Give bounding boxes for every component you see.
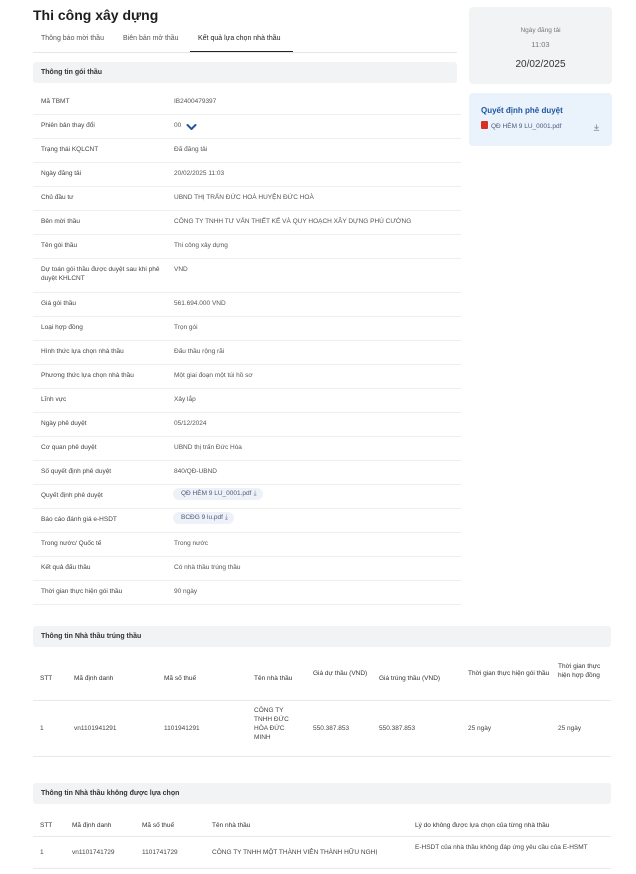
info-value: Thi công xây dựng: [174, 242, 228, 249]
losers-cell: vn1101741729: [72, 849, 115, 856]
file-name: BCĐG 9 lu.pdf: [181, 514, 223, 521]
winners-cell: 550.387.853: [313, 725, 350, 732]
winners-cell: 1: [40, 725, 44, 732]
losers-heading: Thông tin Nhà thầu không được lựa chọn: [33, 783, 611, 804]
info-row-contract-type: [33, 317, 461, 341]
tab-selection-result[interactable]: Kết quả lựa chọn nhà thầu: [198, 35, 281, 42]
winners-col-header: Giá trúng thầu (VND): [379, 675, 441, 682]
info-value: 561.694.000 VND: [174, 300, 226, 307]
pdf-icon: [481, 121, 488, 129]
decision-file-chip[interactable]: [173, 488, 263, 500]
info-value: Trọn gói: [174, 324, 198, 331]
info-value: VND: [174, 266, 188, 273]
info-value: IB2400479397: [174, 98, 217, 105]
losers-col-header: Tên nhà thầu: [212, 822, 251, 829]
info-value: UBND THỊ TRẤN ĐỨC HOÀ HUYỆN ĐỨC HOÀ: [174, 194, 314, 201]
info-row-approval-date: [33, 413, 461, 437]
posted-label: Ngày đăng tải: [520, 27, 561, 34]
info-label: Quyết định phê duyệt: [41, 492, 103, 499]
info-value: 840/QĐ-UBND: [174, 468, 217, 475]
info-row-field: [33, 389, 461, 413]
losers-col-header: STT: [40, 822, 53, 829]
info-value: CÔNG TY TNHH TƯ VẤN THIẾT KẾ VÀ QUY HOẠCH XÂY DỰNG PHÚ CƯỜNG: [174, 218, 412, 225]
info-row-evaluation-report: [33, 509, 461, 533]
info-row-duration: [33, 581, 461, 605]
posted-date-card: [469, 7, 612, 84]
info-row-estimate: [33, 259, 461, 293]
info-value: 20/02/2025 11:03: [174, 170, 225, 177]
winners-cell: 550.387.853: [379, 725, 416, 732]
winners-cell: vn1101941291: [74, 725, 117, 732]
divider: [33, 868, 611, 869]
info-row-package-name: [33, 235, 461, 259]
info-label: Báo cáo đánh giá e-HSDT: [41, 516, 117, 523]
info-label: Trong nước/ Quốc tế: [41, 540, 102, 547]
info-label: Bên mời thầu: [41, 218, 80, 225]
info-row-result: [33, 557, 461, 581]
info-label: Chủ đầu tư: [41, 194, 74, 201]
winners-cell: CÔNG TY TNHH ĐỨC HÒA ĐỨC MINH: [254, 707, 289, 741]
info-label: Ngày đăng tải: [41, 170, 82, 177]
info-row-status: [33, 139, 461, 163]
info-value: UBND thị trấn Đức Hòa: [174, 444, 242, 451]
winners-col-header: Mã số thuế: [164, 675, 197, 682]
winners-heading: Thông tin Nhà thầu trúng thầu: [33, 626, 611, 647]
winners-col-header: STT: [40, 675, 53, 682]
losers-col-header: Mã số thuế: [142, 822, 175, 829]
losers-col-header: Lý do không được lựa chọn của từng nhà thầu: [415, 822, 550, 829]
page-title: Thi công xây dựng: [33, 7, 159, 23]
info-row-domestic-international: [33, 533, 461, 557]
info-row-investor: [33, 187, 461, 211]
info-label: Phiên bản thay đổi: [41, 122, 95, 129]
winners-col-header: Thời gian thực hiện gói thầu: [468, 670, 550, 677]
decision-card: [469, 93, 612, 146]
info-label: Giá gói thầu: [41, 300, 77, 307]
info-value: 00: [174, 122, 182, 129]
info-row-decision-number: [33, 461, 461, 485]
active-tab-indicator: [190, 51, 293, 52]
info-row-package-price: [33, 293, 461, 317]
winners-cell: 25 ngày: [558, 725, 582, 732]
winners-col-header: Giá dự thầu (VND): [313, 670, 368, 677]
chevron-down-icon[interactable]: [186, 122, 197, 132]
info-label: Tên gói thầu: [41, 242, 78, 249]
download-icon: ⤓: [224, 514, 229, 521]
losers-col-header: Mã định danh: [72, 822, 112, 829]
info-label: Cơ quan phê duyệt: [41, 444, 97, 451]
info-value: Một giai đoạn một túi hồ sơ: [174, 372, 253, 379]
info-value: Đã đăng tải: [174, 146, 208, 153]
info-row-tbmt-code: [33, 91, 461, 115]
tab-bar: [33, 31, 457, 53]
losers-cell: E-HSDT của nhà thầu không đáp ứng yêu cầu của E-HSMT: [415, 844, 588, 851]
winners-col-header: Mã định danh: [74, 675, 114, 682]
decision-file-link[interactable]: QĐ HÈM 9 LU_0001.pdf: [491, 123, 562, 130]
info-value: Xây lắp: [174, 396, 196, 403]
info-label: Loại hợp đồng: [41, 324, 83, 331]
info-label: Trạng thái KQLCNT: [41, 146, 99, 153]
info-label: Mã TBMT: [41, 98, 70, 105]
info-label: Hình thức lựa chọn nhà thầu: [41, 348, 124, 355]
info-label: Thời gian thực hiện gói thầu: [41, 588, 123, 595]
info-label: Lĩnh vực: [41, 396, 67, 403]
info-label: Kết quả đấu thầu: [41, 564, 91, 571]
losers-cell: 1: [40, 849, 44, 856]
losers-cell: 1101741729: [142, 849, 178, 856]
winners-cell: 1101941291: [164, 725, 200, 732]
info-row-decision-file: [33, 485, 461, 509]
info-value: 05/12/2024: [174, 420, 207, 427]
info-value: 90 ngày: [174, 588, 198, 595]
info-row-posted-date: [33, 163, 461, 187]
winners-col-header: Tên nhà thầu: [254, 675, 293, 682]
info-label: Ngày phê duyệt: [41, 420, 87, 427]
divider: [33, 756, 611, 757]
posted-date: 20/02/2025: [515, 59, 566, 70]
winners-cell: 25 ngày: [468, 725, 492, 732]
info-value: Đấu thầu rộng rãi: [174, 348, 225, 355]
package-info-heading: Thông tin gói thầu: [33, 62, 457, 83]
info-value: Có nhà thầu trúng thầu: [174, 564, 241, 571]
info-label: Dự toán gói thầu được duyệt sau khi phê duyệt KHLCNT: [41, 266, 160, 282]
info-row-selection-method: [33, 365, 461, 389]
divider: [33, 836, 611, 837]
download-icon: ⤓: [253, 490, 257, 497]
decision-title: Quyết định phê duyệt: [481, 106, 563, 115]
info-row-approval-agency: [33, 437, 461, 461]
divider: [33, 700, 611, 701]
losers-cell: CÔNG TY TNHH MỘT THÀNH VIÊN THÀNH HỮU NGHỊ: [212, 849, 378, 856]
tab-opening-minutes[interactable]: Biên bản mở thầu: [123, 35, 179, 42]
info-row-selection-form: [33, 341, 461, 365]
file-name: QĐ HÈM 9 LU_0001.pdf: [181, 490, 252, 497]
report-file-chip[interactable]: [173, 512, 234, 524]
info-row-procuring-entity: [33, 211, 461, 235]
info-row-version: [33, 115, 461, 139]
info-value: Trong nước: [174, 540, 209, 547]
download-icon[interactable]: [593, 124, 600, 131]
posted-time: 11:03: [531, 40, 550, 49]
tab-invitation[interactable]: Thông báo mời thầu: [41, 35, 104, 42]
info-label: Số quyết định phê duyệt: [41, 468, 112, 475]
winners-col-header: Thời gian thực hiện hợp đồng: [558, 663, 601, 679]
info-label: Phương thức lựa chọn nhà thầu: [41, 372, 134, 379]
